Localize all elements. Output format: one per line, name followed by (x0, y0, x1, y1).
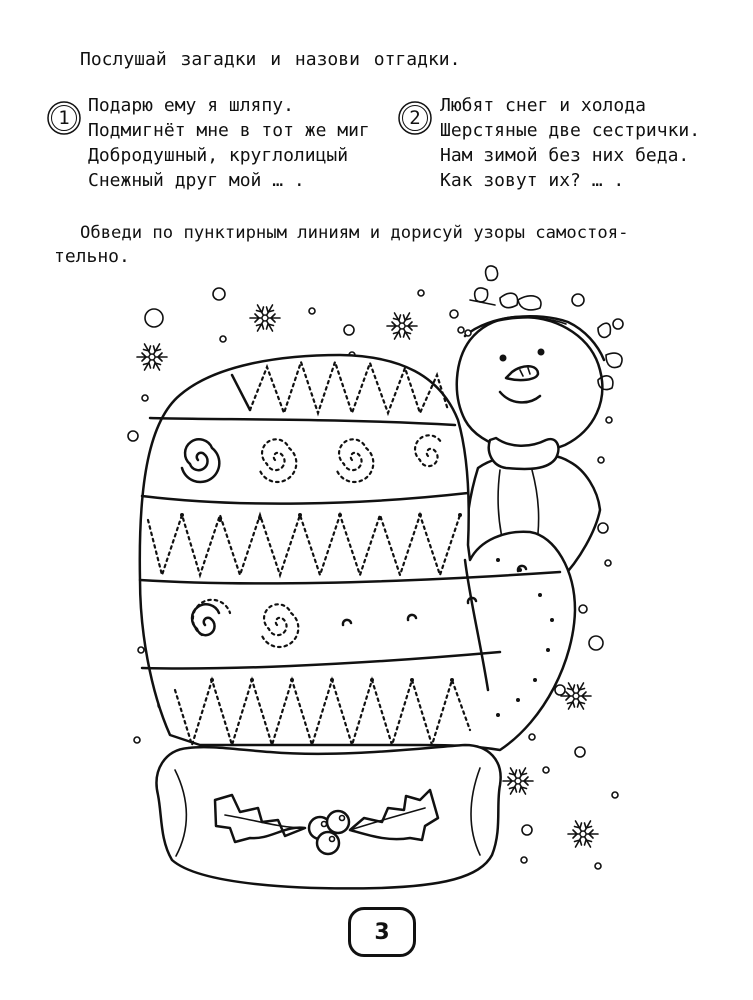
page-number: 3 (348, 907, 416, 957)
snowflake-icon (503, 768, 533, 794)
riddle-2-line-4: Как зовут их? … . (440, 170, 625, 191)
riddle-number-1: 1 (58, 107, 70, 129)
riddle-2-line-1: Любят снег и холода (440, 95, 646, 116)
snowflake-icon (250, 305, 280, 331)
instruction-trace-line-1: Обведи по пунктирным линиям и дорисуй узоры самостоя- (80, 223, 629, 243)
riddle-1-line-2: Подмигнёт мне в тот же миг (88, 120, 370, 141)
snowflake-icon (387, 313, 417, 339)
riddle-2-line-3: Нам зимой без них беда. (440, 145, 690, 166)
instruction-listen: Послушай загадки и назови отгадки. (80, 49, 461, 70)
snowflake-icon (561, 683, 591, 709)
riddle-2-line-2: Шерстяные две сестрички. (440, 120, 701, 141)
riddle-number-2: 2 (409, 107, 421, 129)
riddle-1-line-3: Добродушный, круглолицый (88, 145, 349, 166)
snowflake-icon (137, 344, 167, 370)
instruction-trace-line-2: тельно. (54, 246, 130, 267)
snowflake-icon (568, 821, 598, 847)
riddle-1-line-4: Снежный друг мой … . (88, 170, 305, 191)
riddle-1-line-1: Подарю ему я шляпу. (88, 95, 294, 116)
